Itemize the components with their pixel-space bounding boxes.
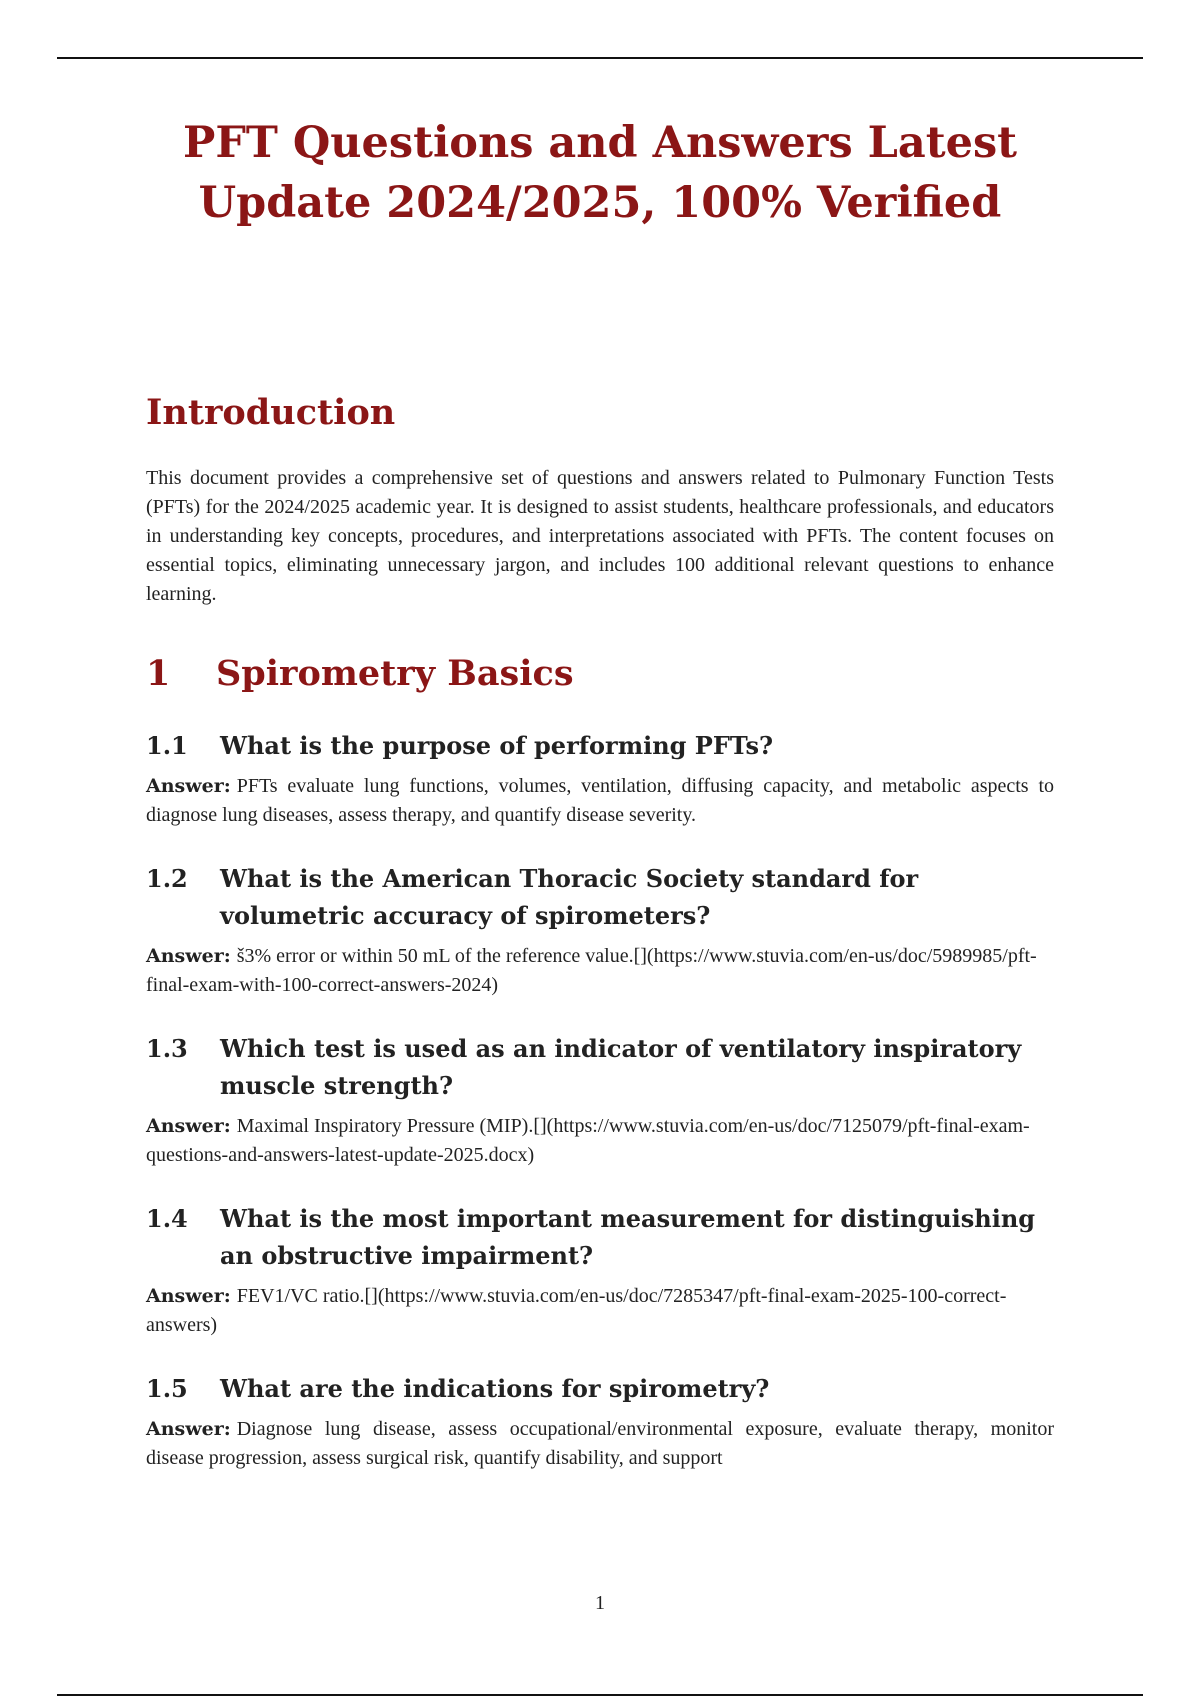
answer-text: š3% error or within 50 mL of the reference value.[](https://www.stuvia.com/en-us/doc/5989985/pft-final-exam-with-100-correct-answers-2024) xyxy=(146,945,1037,996)
question-number: 1.2 xyxy=(146,864,188,893)
answer-label: Answer: xyxy=(146,1285,231,1307)
intro-heading: Introduction xyxy=(146,392,396,433)
question-number: 1.3 xyxy=(146,1034,188,1063)
document-title: PFT Questions and Answers Latest Update 2024/2025, 100% Verified xyxy=(182,118,1018,228)
answer-paragraph xyxy=(146,942,1054,1000)
answer-paragraph xyxy=(146,1415,1054,1473)
question-text: Which test is used as an indicator of ventilatory inspiratory muscle strength? xyxy=(220,1034,1022,1100)
question-heading xyxy=(146,727,1054,764)
top-rule xyxy=(57,57,1143,59)
section-title: Spirometry Basics xyxy=(216,653,574,694)
question-block xyxy=(146,1370,1054,1473)
answer-text: Maximal Inspiratory Pressure (MIP).[](https://www.stuvia.com/en-us/doc/7125079/pft-final-exam-questions-and-answers-latest-update-2025.docx) xyxy=(146,1115,1030,1166)
question-text: What are the indications for spirometry? xyxy=(220,1374,770,1403)
answer-label: Answer: xyxy=(146,945,231,967)
answer-text: Diagnose lung disease, assess occupational/environmental exposure, evaluate therapy, monitor disease progression, assess surgical risk, quantify disability, and support xyxy=(146,1418,1054,1469)
bottom-rule xyxy=(57,1694,1143,1696)
answer-label: Answer: xyxy=(146,1418,231,1440)
question-heading xyxy=(146,860,1054,934)
answer-paragraph xyxy=(146,1282,1054,1340)
question-number: 1.1 xyxy=(146,731,188,760)
answer-label: Answer: xyxy=(146,775,231,797)
question-heading xyxy=(146,1370,1054,1407)
question-text: What is the American Thoracic Society standard for volumetric accuracy of spirometers? xyxy=(220,864,919,930)
question-block xyxy=(146,727,1054,830)
question-block xyxy=(146,860,1054,1000)
question-text: What is the purpose of performing PFTs? xyxy=(220,731,774,760)
question-heading xyxy=(146,1200,1054,1274)
document-body xyxy=(146,390,1054,1473)
intro-paragraph: This document provides a comprehensive set of questions and answers related to Pulmonary Function Tests (PFTs) for the 2024/2025 academic year. It is designed to assist students, healthcare professionals, and educators in understanding key concepts, procedures, and interpretations associated with PFTs. The content focuses on essential topics, eliminating unnecessary jargon, and includes 100 additional relevant questions to enhance learning. xyxy=(146,467,1054,605)
question-block xyxy=(146,1030,1054,1170)
section-heading xyxy=(146,651,1054,697)
answer-text: FEV1/VC ratio.[](https://www.stuvia.com/en-us/doc/7285347/pft-final-exam-2025-100-correct-answers) xyxy=(146,1285,1007,1336)
page-number: 1 xyxy=(595,1592,605,1614)
answer-text: PFTs evaluate lung functions, volumes, ventilation, diffusing capacity, and metabolic aspects to diagnose lung diseases, assess therapy, and quantify disease severity. xyxy=(146,775,1054,826)
question-number: 1.5 xyxy=(146,1374,188,1403)
section-number: 1 xyxy=(146,653,171,694)
answer-label: Answer: xyxy=(146,1115,231,1137)
question-block xyxy=(146,1200,1054,1340)
answer-paragraph xyxy=(146,772,1054,830)
answer-paragraph xyxy=(146,1112,1054,1170)
question-text: What is the most important measurement for distinguishing an obstructive impairment? xyxy=(220,1204,1036,1270)
question-heading xyxy=(146,1030,1054,1104)
question-number: 1.4 xyxy=(146,1204,188,1233)
